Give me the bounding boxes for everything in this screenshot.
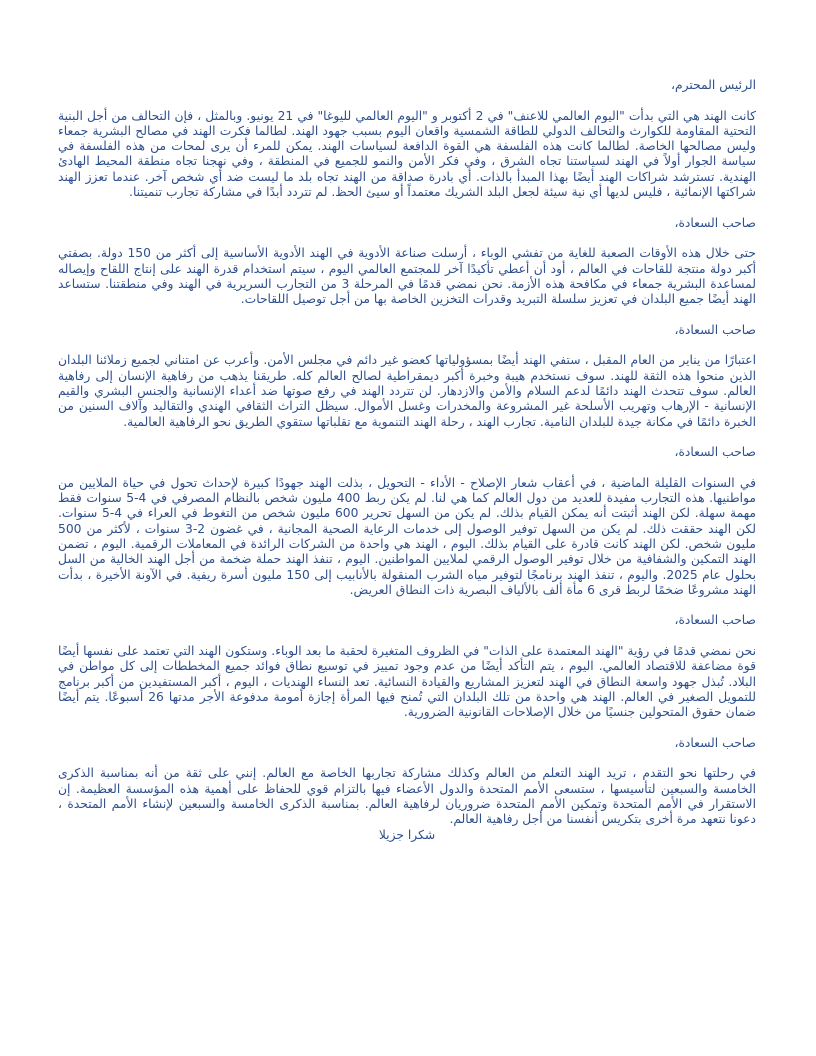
salutation: صاحب السعادة، [674, 322, 756, 337]
paragraph-3: اعتبارًا من يناير من العام المقبل ، ستفي الهند أيضًا بمسؤولياتها كعضو غير دائم في مجلس الأمن. وأعرب عن امتناني لجميع زملائنا البلدان الذين منحوا هذه الثقة للهند. سوف نستخدم هيبة وخبرة أكبر ديمقراطية لصالح العالم كله. طريقنا يذهب من رفاهية الإنسان إلى رفاهية العالم. سوف تتحدث الهند دائمًا لدعم السلام والأمن والازدهار. لن تتردد الهند في رفع صوتها ضد أعداء الإنسانية والجنس البشري والقيم الإنسانية - الإرهاب وتهريب الأسلحة غير المشروعة والمخدرات وغسل الأموال. سيظل التراث الثقافي الهندي والتقاليد وآلاف السنين من الخبرة دائمًا في مكانة جيدة للبلدان النامية. تجارب الهند ، رحلة الهند التنموية مع تقلباتها ستقوي الطريق نحو الرفاهية العالمية. [58, 353, 756, 429]
salutation: صاحب السعادة، [674, 735, 756, 750]
paragraph-2: حتى خلال هذه الأوقات الصعبة للغاية من تفشي الوباء ، أرسلت صناعة الأدوية في الهند الأدوية الأساسية إلى أكثر من 150 دولة. بصفتي أكبر دولة منتجة للقاحات في العالم ، أود أن أعطي تأكيدًا آخر للمجتمع العالمي اليوم ، سيتم استخدام قدرة الهند على إنتاج اللقاح وإيصاله لمساعدة البشرية جمعاء في مكافحة هذه الأزمة. نحن نمضي قدمًا في المرحلة 3 من التجارب السريرية في الهند وفي منطقتنا. ستساعد الهند أيضًا جميع البلدان في تعزيز سلسلة التبريد وقدرات التخزين الخاصة بها من أجل توصيل اللقاحات. [58, 246, 757, 307]
salutation: صاحب السعادة، [674, 445, 756, 460]
paragraph-5: نحن نمضي قدمًا في رؤية "الهند المعتمدة على الذات" في الظروف المتغيرة لحقبة ما بعد الوباء. وستكون الهند التي تعتمد على نفسها أيضًا قوة مضاعفة للاقتصاد العالمي. اليوم ، يتم التأكد أيضًا من عدم وجود تمييز في توسيع نطاق فوائد جميع المخططات إلى كل مواطن في البلاد. تُبذل جهود واسعة النطاق في الهند لتعزيز المشاريع والقيادة النسائية. تعد النساء الهنديات ، اليوم ، أكبر المستفيدين من أكبر برنامج للتمويل الصغير في العالم. الهند هي واحدة من تلك البلدان التي تُمنح فيها المرأة إجازة أمومة مدفوعة الأجر مدتها 26 أسبوعًا. يتم أيضًا ضمان حقوق المتحولين جنسيًا من خلال الإصلاحات القانونية الضرورية. [58, 643, 756, 720]
closing-thanks: شكرا جزيلا [378, 827, 436, 842]
salutation: صاحب السعادة، [674, 215, 756, 230]
paragraph-6: في رحلتها نحو التقدم ، تريد الهند التعلم من العالم وكذلك مشاركة تجاربها الخاصة مع العالم. إنني على ثقة من أنه بمناسبة الذكرى الخامسة والسبعين لتأسيسها ، ستسعى الأمم المتحدة والدول الأعضاء فيها بالتزام قوي للحفاظ على أهمية هذه المؤسسة العظيمة. إن الاستقرار في الأمم المتحدة وتمكين الأمم المتحدة ضروريان لرفاهية العالم. بمناسبة الذكرى الخامسة والسبعين لإنشاء الأمم المتحدة ، دعونا نتعهد مرة أخرى بتكريس أنفسنا من أجل رفاهية العالم. [58, 766, 756, 827]
paragraph-1: كانت الهند هي التي بدأت "اليوم العالمي للاعنف" في 2 أكتوبر و "اليوم العالمي لليوغا" في 21 يونيو. وبالمثل ، فإن التحالف من أجل البنية التحتية المقاومة للكوارث والتحالف الدولي للطاقة الشمسية واقعان اليوم بسبب جهود الهند. لطالما فكرت الهند في مصالح البشرية جمعاء وليس مصالحها الخاصة. لطالما كانت هذه الفلسفة هي القوة الدافعة لسياسات الهند. يمكن للمرء أن يرى لمحات من هذه الفلسفة في سياسة الجوار أولاً في الهند لسياستنا تجاه الشرق ، وفي فكر الأمن والنمو للجميع في المنطقة ، وفي نهجنا تجاه منطقة المحيط الهادئ الهندية. تسترشد شراكات الهند أيضًا بهذا المبدأ بالذات. أي بادرة صداقة من الهند تجاه بلد ما ليست ضد أي شخص آخر. عندما تعزز الهند شراكتها الإنمائية ، فليس لديها أي نية سيئة لجعل البلد الشريك معتمداً أو سيئ الحظ. لم تتردد أبدًا في مشاركة تجارب تنميتنا. [58, 108, 756, 200]
salutation: صاحب السعادة، [674, 613, 756, 628]
opening-salutation: الرئيس المحترم، [671, 78, 756, 92]
paragraph-4: في السنوات القليلة الماضية ، في أعقاب شعار الإصلاح - الأداء - التحويل ، بذلت الهند جهودًا كبيرة لإحداث تحول في حياة الملايين من مواطنيها. هذه التجارب مفيدة للعديد من دول العالم كما هي لنا. لم يكن ربط 400 مليون شخص بالنظام المصرفي في 4-5 سنوات فقط مهمة سهلة. لكن الهند أثبتت أنه يمكن القيام بذلك. لم يكن من السهل تحرير 600 مليون شخص من التغوط في العراء في 4-5 سنوات. لكن الهند حققت ذلك. لم يكن من السهل توفير الوصول إلى خدمات الرعاية الصحية المجانية ، في غضون 2-3 سنوات ، لأكثر من 500 مليون شخص. لكن الهند كانت قادرة على القيام بذلك. اليوم ، الهند هي واحدة من الشركات الرائدة في المعاملات الرقمية. اليوم ، تضمن الهند التمكين والشفافية من خلال توفير الوصول الرقمي لملايين المواطنين. اليوم ، تنفذ الهند حملة ضخمة من أجل الهند الخالية من السل بحلول عام 2025. واليوم ، تنفذ الهند برنامجًا لتوفير مياه الشرب المنقولة بالأنابيب إلى 150 مليون أسرة ريفية. في الآونة الأخيرة ، بدأت الهند مشروعًا ضخمًا لربط قرى 6 مأة ألف بالألياف البصرية ذات النطاق العريض. [58, 475, 757, 597]
